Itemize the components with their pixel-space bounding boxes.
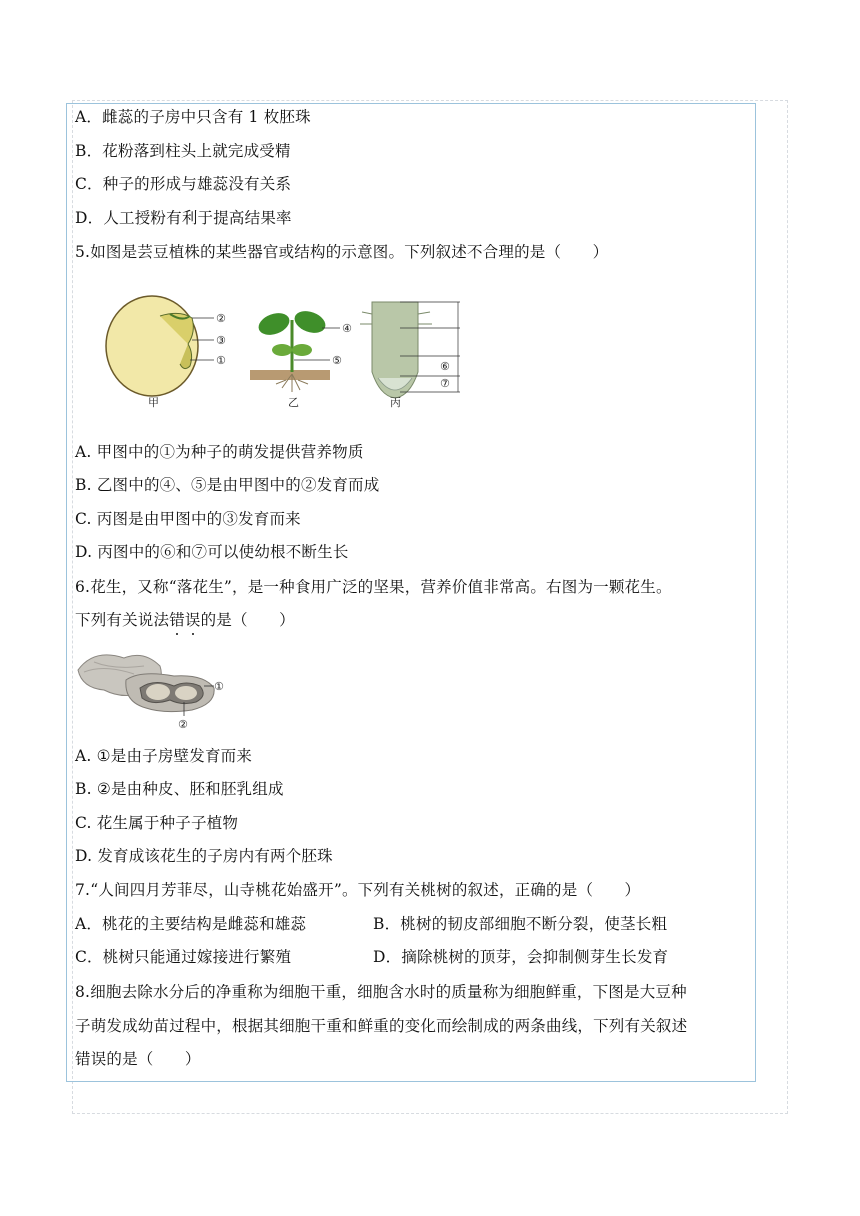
q7-option-a: A．桃花的主要结构是雌蕊和雄蕊	[75, 915, 307, 933]
q5-figure-bean-structures	[100, 292, 470, 408]
root-tip-diagram-bing	[360, 302, 460, 408]
q6-stem-post: 的是（ ）	[200, 611, 295, 629]
seed-diagram-jia	[106, 296, 226, 408]
q7-stem: 7.“人间四月芳菲尽，山寺桃花始盛开”。下列有关桃树的叙述，正确的是（ ）	[75, 881, 641, 899]
q4-option-a: A．雌蕊的子房中只含有 1 枚胚珠	[75, 108, 311, 126]
label-7-bing: ⑦	[440, 377, 450, 390]
label-2-peanut: ②	[178, 718, 188, 730]
label-3-jia: ③	[216, 334, 226, 347]
q6-stem-pre: 下列有关说法	[75, 611, 170, 629]
q4-option-b: B．花粉落到柱头上就完成受精	[75, 142, 291, 160]
q7-option-b: B．桃树的韧皮部细胞不断分裂，使茎长粗	[373, 915, 668, 933]
q8-stem-line2: 子萌发成幼苗过程中，根据其细胞干重和鲜重的变化而绘制成的两条曲线，下列有关叙述	[75, 1017, 688, 1035]
q6-option-c: C. 花生属于种子子植物	[75, 814, 239, 832]
q5-option-b: B. 乙图中的④、⑤是由甲图中的②发育而成	[75, 476, 380, 494]
q5-stem: 5.如图是芸豆植株的某些器官或结构的示意图。下列叙述不合理的是（ ）	[75, 243, 609, 261]
label-yi: 乙	[288, 396, 299, 408]
q7-option-c: C．桃树只能通过嫁接进行繁殖	[75, 948, 292, 966]
label-5-yi: ⑤	[332, 354, 342, 367]
q6-option-a: A. ①是由子房壁发育而来	[75, 747, 253, 765]
label-1-jia: ①	[216, 354, 226, 367]
q8-stem-line1: 8.细胞去除水分后的净重称为细胞干重，细胞含水时的质量称为细胞鲜重，下图是大豆种	[75, 983, 687, 1001]
label-2-jia: ②	[216, 312, 226, 325]
label-6-bing: ⑥	[440, 360, 450, 373]
q6-option-d: D. 发育成该花生的子房内有两个胚珠	[75, 847, 333, 865]
q4-option-d: D．人工授粉有利于提高结果率	[75, 209, 292, 227]
q5-option-a: A. 甲图中的①为种子的萌发提供营养物质	[75, 443, 364, 461]
q5-option-d: D. 丙图中的⑥和⑦可以使幼根不断生长	[75, 543, 349, 561]
q8-stem-line3: 错误的是（ ）	[75, 1050, 201, 1068]
q6-emphasis-char-2: 误	[184, 611, 201, 629]
label-jia: 甲	[148, 396, 159, 408]
q6-emphasis-char-1: 错	[169, 611, 185, 629]
q5-option-c: C. 丙图是由甲图中的③发育而来	[75, 510, 301, 528]
seedling-diagram-yi	[250, 307, 352, 408]
q6-stem-line1: 6.花生，又称“落花生”，是一种食用广泛的坚果，营养价值非常高。右图为一颗花生。	[75, 578, 672, 596]
q4-option-c: C．种子的形成与雄蕊没有关系	[75, 175, 292, 193]
label-bing: 丙	[390, 396, 401, 408]
label-1-peanut: ①	[214, 680, 224, 693]
q6-option-b: B. ②是由种皮、胚和胚乳组成	[75, 780, 284, 798]
q6-figure-peanut	[74, 640, 234, 730]
label-4-yi: ④	[342, 322, 352, 335]
q7-option-d: D．摘除桃树的顶芽，会抑制侧芽生长发育	[373, 948, 669, 966]
q6-stem-line2	[75, 609, 295, 631]
